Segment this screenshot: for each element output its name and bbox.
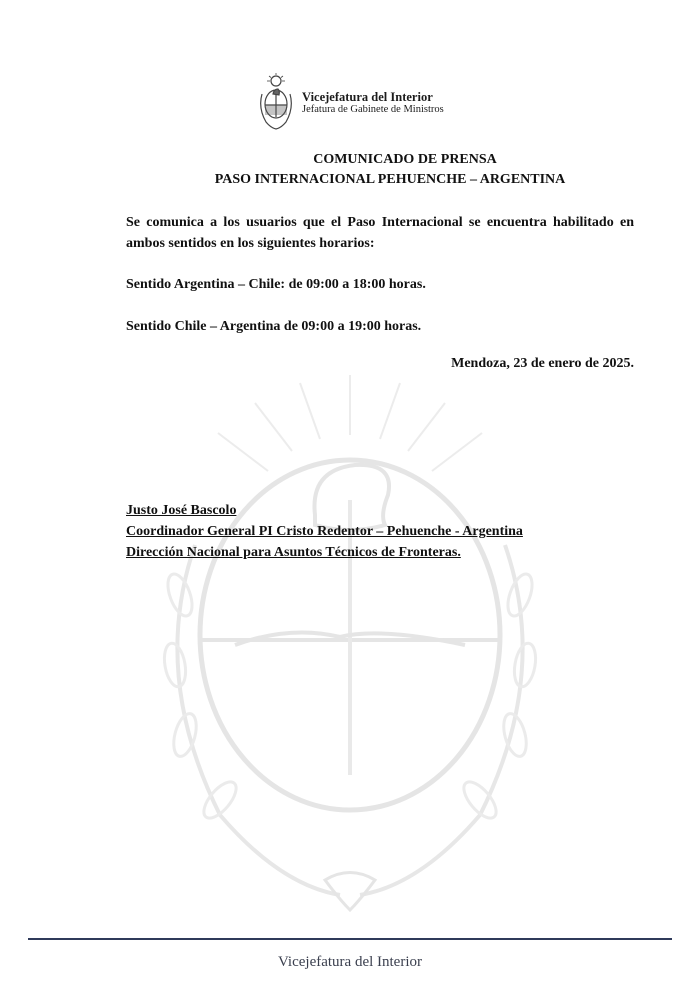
- document-title: [0, 150, 700, 190]
- signature-block: [126, 500, 523, 563]
- title-line-1: COMUNICADO DE PRENSA: [313, 152, 497, 167]
- footer-divider: [28, 938, 672, 940]
- body-paragraph-2: Sentido Argentina – Chile: de 09:00 a 18:00 horas.: [126, 277, 426, 292]
- signature-department: Dirección Nacional para Asuntos Técnicos de Fronteras.: [126, 545, 461, 560]
- body-paragraph-3: Sentido Chile – Argentina de 09:00 a 19:00 horas.: [126, 319, 422, 334]
- signature-role: Coordinador General PI Cristo Redentor – Pehuenche - Argentina: [126, 524, 523, 539]
- footer-text: Vicejefatura del Interior: [277, 954, 423, 970]
- date-line: Mendoza, 23 de enero de 2025.: [451, 356, 634, 371]
- header-title: Vicejefatura del Interior: [302, 89, 433, 104]
- header-logo: [258, 72, 444, 134]
- argentina-coat-of-arms-icon: [258, 72, 294, 134]
- header-subtitle: Jefatura de Gabinete de Ministros: [302, 104, 444, 116]
- watermark-coat-of-arms-icon: [140, 375, 560, 915]
- title-line-2: PASO INTERNACIONAL PEHUENCHE – ARGENTINA: [214, 172, 566, 187]
- signature-name: Justo José Bascolo: [126, 503, 237, 518]
- body-paragraph-1: Se comunica a los usuarios que el Paso Internacional se encuentra habilitado en ambos sentidos en los siguientes horarios:: [126, 215, 634, 251]
